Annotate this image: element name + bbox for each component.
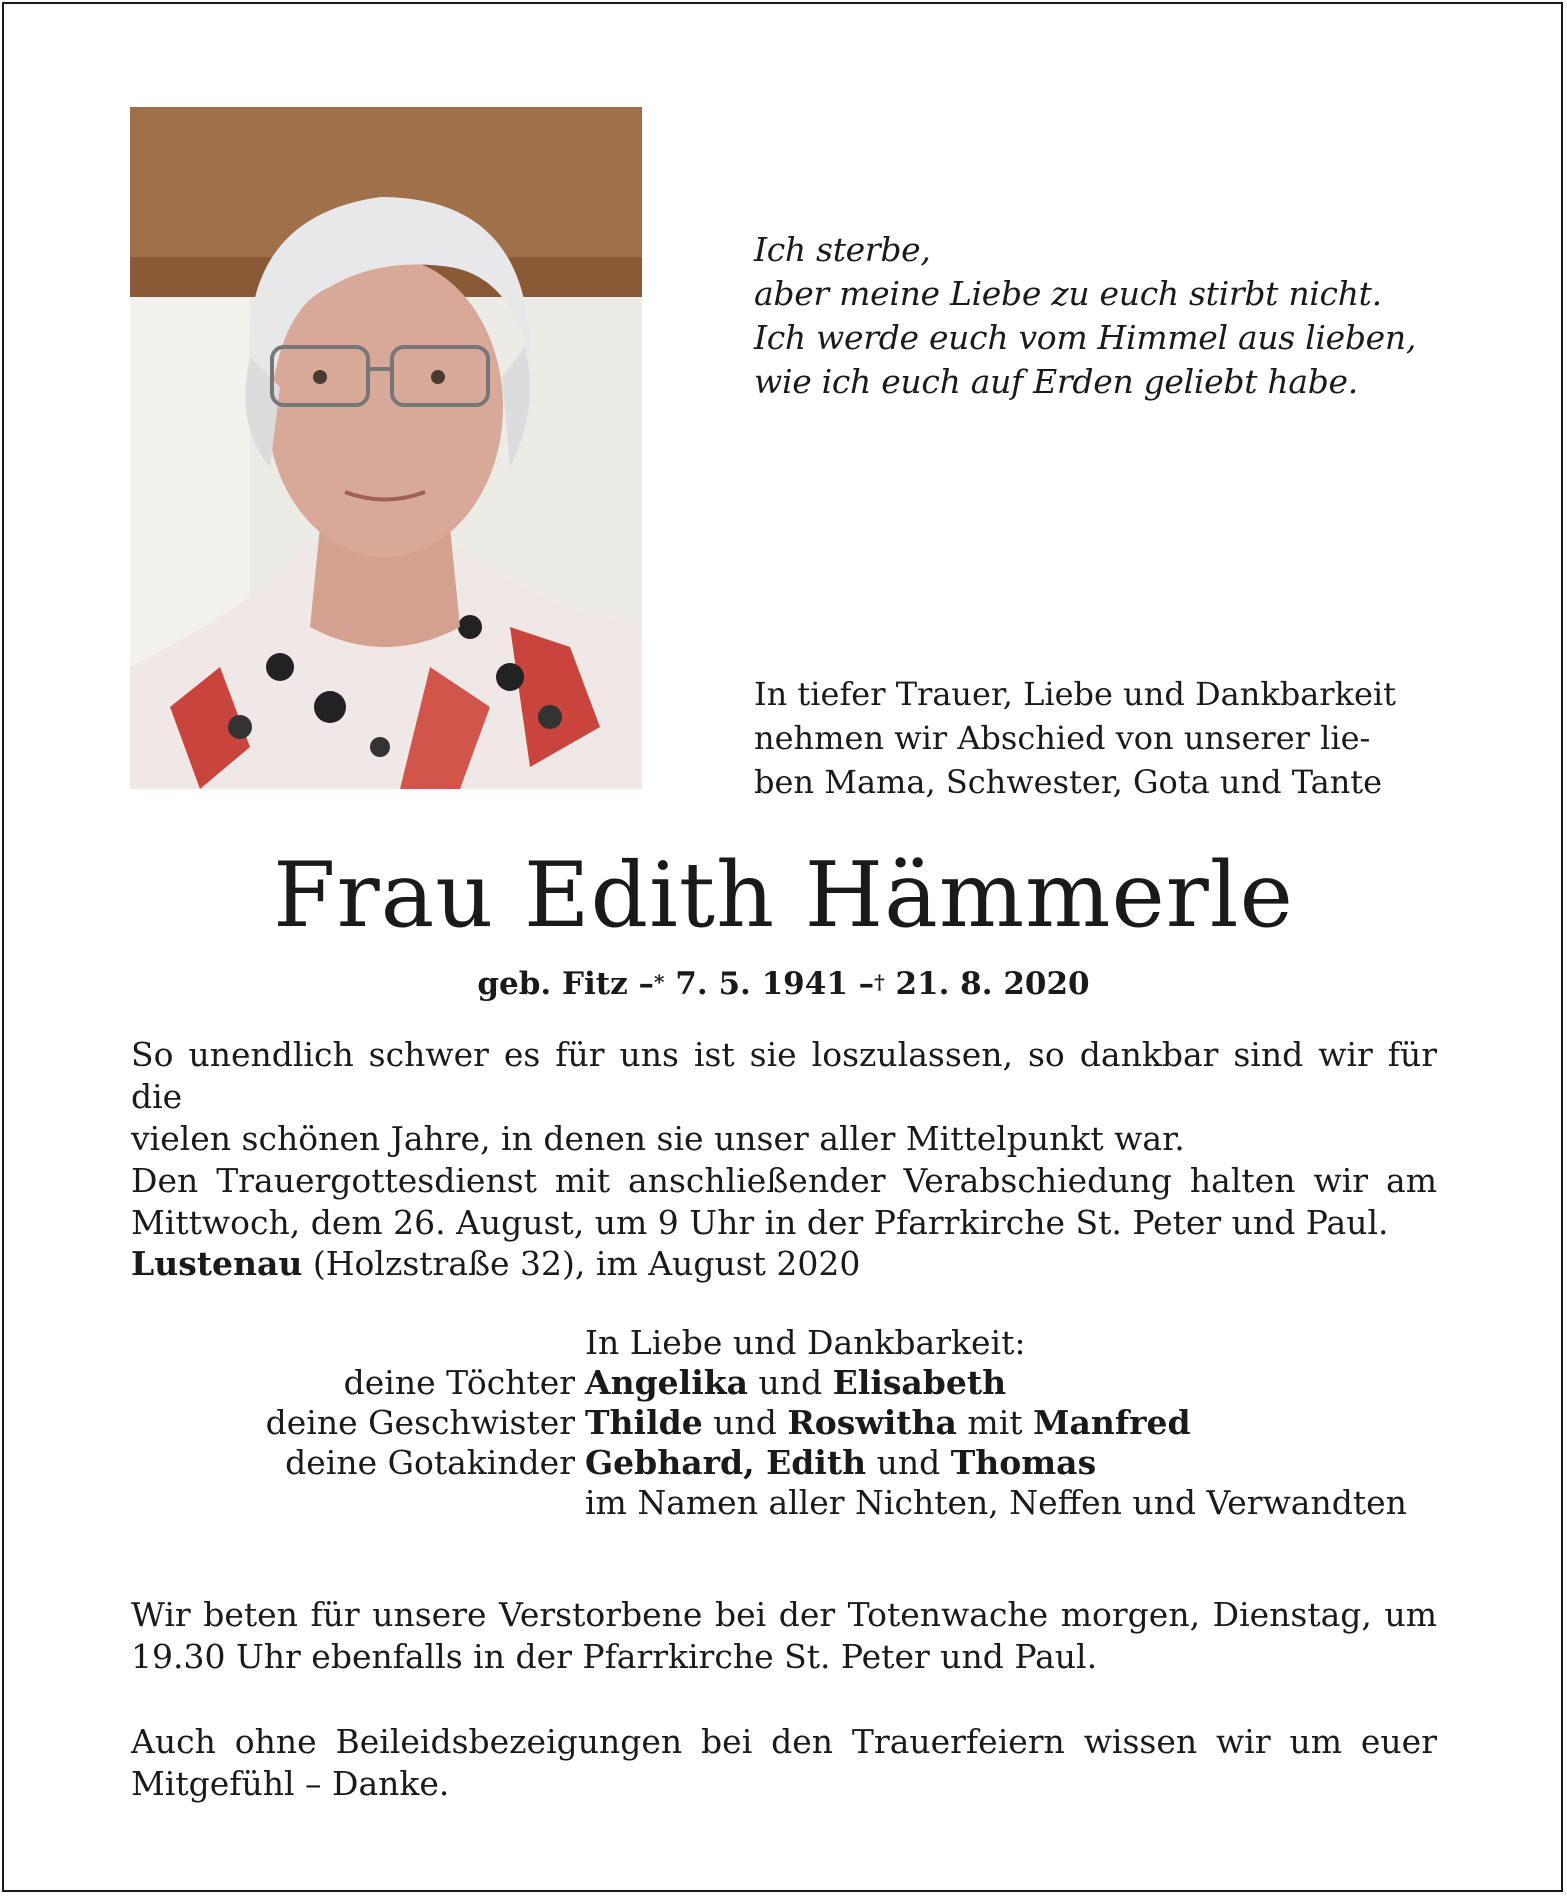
poem-line: wie ich euch auf Erden geliebt habe. [754,362,1358,401]
paragraph-line: Den Trauergottesdienst mit anschließender Verabschiedung halten wir am [131,1161,1437,1200]
paragraph-wake [131,1594,1437,1678]
birth-symbol: * [654,970,665,994]
death-symbol: † [874,970,885,994]
godchild-name: Thomas [950,1443,1097,1482]
paragraph-line: Auch ohne Beileidsbezeigungen bei den Trauerfeiern wissen wir um euer [131,1722,1437,1761]
conjunction: und [748,1363,833,1402]
godchildren-row [0,1443,1567,1483]
paragraph-line: Wir beten für unsere Verstorbene bei der Totenwache morgen, Dienstag, um [131,1595,1437,1634]
paragraph-condolences [131,1721,1437,1805]
death-date: 21. 8. 2020 [895,966,1090,1002]
deceased-name: Frau Edith Hämmerle [273,843,1294,948]
paragraph-line: vielen schönen Jahre, in denen sie unser aller Mittelpunkt war. [131,1119,1185,1158]
conjunction: und [866,1443,951,1482]
siblings-row [0,1403,1567,1443]
conjunction: und [702,1403,788,1442]
paragraph-line: Mittwoch, dem 26. August, um 9 Uhr in der Pfarrkirche St. Peter und Paul. [131,1203,1389,1242]
paragraph-farewell [131,1034,1437,1244]
daughters-label: deine Töchter [343,1363,575,1402]
place-date [131,1243,1437,1285]
conjunction: mit [956,1403,1033,1442]
life-dates [0,964,1567,1004]
godchild-name: Gebhard, Edith [585,1443,867,1482]
portrait-photo [130,107,642,789]
sibling-name: Thilde [585,1403,703,1442]
relatives-line: im Namen aller Nichten, Neffen und Verwandten [585,1483,1407,1522]
paragraph-line: 19.30 Uhr ebenfalls in der Pfarrkirche St. Peter und Paul. [131,1637,1098,1676]
sibling-name: Manfred [1033,1403,1191,1442]
godchildren-label: deine Gotakinder [285,1443,575,1482]
signature-block [0,1323,1567,1523]
birth-date: 7. 5. 1941 – [675,966,875,1002]
daughters-row [0,1363,1567,1403]
sibling-name: Roswitha [787,1403,957,1442]
signature-heading: In Liebe und Dankbarkeit: [585,1323,1026,1362]
siblings-label: deine Geschwister [265,1403,575,1442]
intro-text [754,672,1436,804]
maiden-name: geb. Fitz – [477,966,655,1002]
town: Lustenau [131,1244,303,1283]
daughter-name: Angelika [585,1363,748,1402]
poem [754,228,1416,404]
daughter-name: Elisabeth [832,1363,1007,1402]
poem-line: Ich sterbe, [754,230,931,269]
poem-line: aber meine Liebe zu euch stirbt nicht. [754,274,1382,313]
paragraph-line: So unendlich schwer es für uns ist sie loszulassen, so dankbar sind wir für die [131,1035,1437,1116]
paragraph-line: Mitgefühl – Danke. [131,1764,450,1803]
intro-line: In tiefer Trauer, Liebe und Dankbarkeit [754,675,1396,713]
intro-line: nehmen wir Abschied von unserer lie- [754,719,1371,757]
intro-line: ben Mama, Schwester, Gota und Tante [754,763,1383,801]
address-date: (Holzstraße 32), im August 2020 [302,1244,861,1283]
poem-line: Ich werde euch vom Himmel aus lieben, [754,318,1417,357]
